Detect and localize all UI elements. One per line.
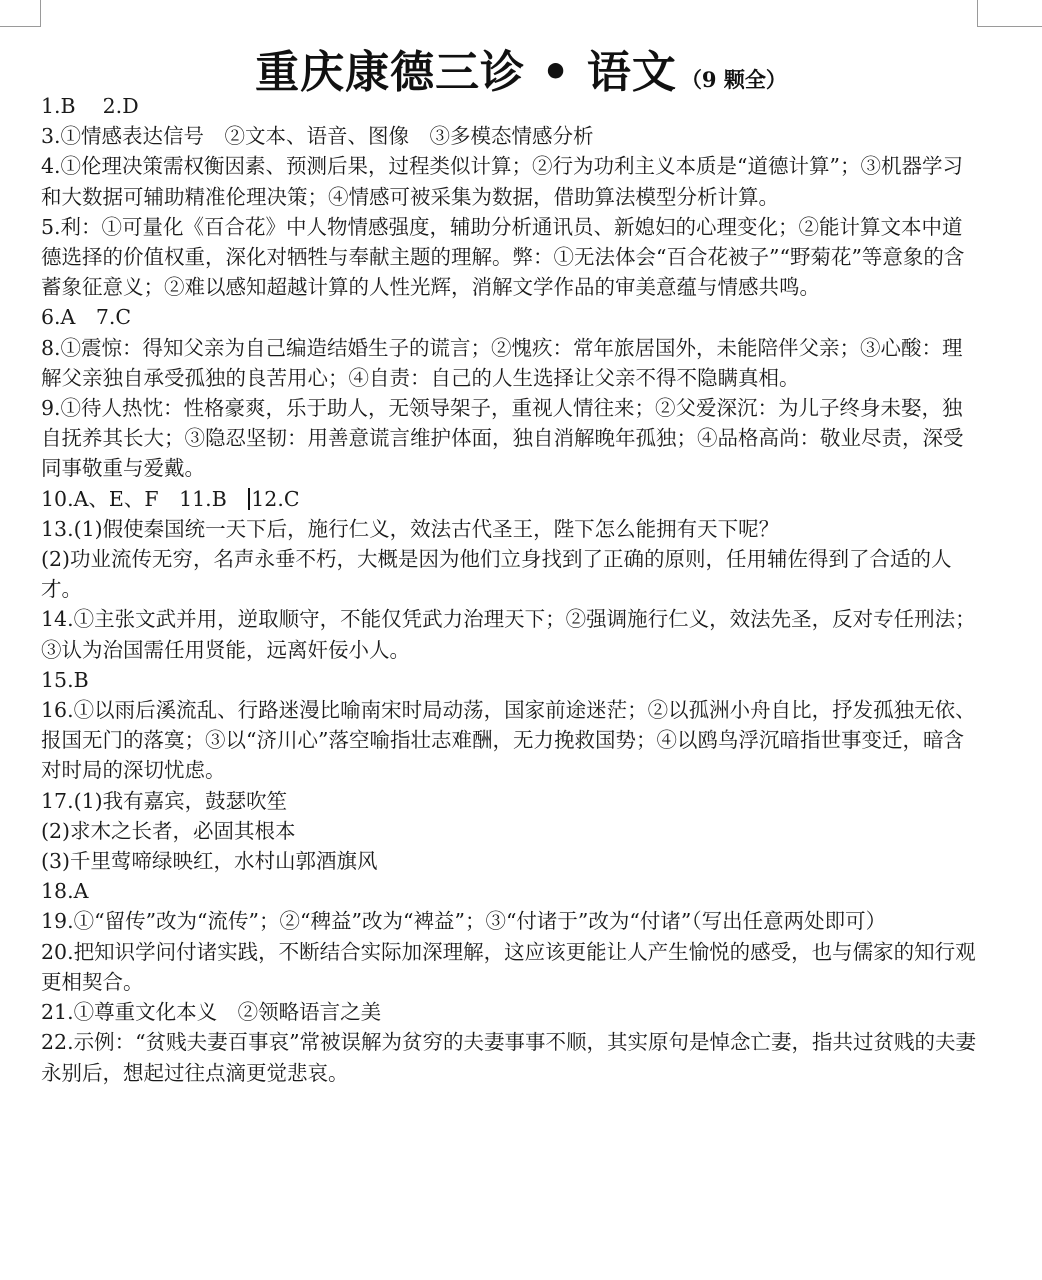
answer-line: 18.A bbox=[41, 879, 89, 904]
answer-line: 14.①主张文武并用，逆取顺守，不能仅凭武力治理天下；②强调施行仁义，效法先圣，反对专任刑法；③认为治国需任用贤能，远离奸佞小人。 bbox=[41, 607, 976, 662]
answer-content[interactable] bbox=[41, 91, 981, 1088]
answer-line: 17.(1)我有嘉宾，鼓瑟吹笙 bbox=[41, 788, 288, 813]
text-cursor bbox=[248, 488, 250, 510]
answer-line: (2)功业流传无穷，名声永垂不朽，大概是因为他们立身找到了正确的原则，任用辅佐得到了合适的人才。 bbox=[41, 547, 952, 602]
answer-line: 22.示例：“贫贱夫妻百事哀”常被误解为贫穷的夫妻事事不顺，其实原句是悼念亡妻，指共过贫贱的夫妻永别后，想起过往点滴更觉悲哀。 bbox=[41, 1030, 977, 1085]
answer-line: (2)求木之长者，必固其根本 bbox=[41, 818, 296, 843]
answer-line: 9.①待人热忱：性格豪爽，乐于助人，无领导架子，重视人情往来；②父爱深沉：为儿子终身未娶，独自抚养其长大；③隐忍坚韧：用善意谎言维护体面，独自消解晚年孤独；④品格高尚：敬业尽责，深受同事敬重与爱戴。 bbox=[41, 396, 964, 481]
answer-line: 16.①以雨后溪流乱、行路迷漫比喻南宋时局动荡，国家前途迷茫；②以孤洲小舟自比，抒发孤独无依、报国无门的落寞；③以“济川心”落空喻指壮志难酬，无力挽救国势；④以鸥鸟浮沉暗指世事变迁，暗含对时局的深切忧虑。 bbox=[41, 698, 976, 783]
answer-line: 6.A 7.C bbox=[41, 305, 132, 330]
answer-line: 15.B bbox=[41, 667, 89, 692]
answer-line-10 bbox=[41, 484, 981, 514]
answer-line: 8.①震惊：得知父亲为自己编造结婚生子的谎言；②愧疚：常年旅居国外，未能陪伴父亲；③心酸：理解父亲独自承受孤独的良苦用心；④自责：自己的人生选择让父亲不得不隐瞒真相。 bbox=[41, 335, 963, 390]
page-corner-mark-right bbox=[977, 0, 1042, 27]
page-title: 重庆康德三诊 • 语文 bbox=[255, 47, 677, 98]
answer-line: 20.把知识学问付诸实践，不断结合实际加深理解，这应该更能让人产生愉悦的感受，也与儒家的知行观更相契合。 bbox=[41, 939, 976, 994]
answer-line-10-start: 10.A、E、F 11.B bbox=[41, 486, 248, 511]
answer-line-10-end: 12.C bbox=[251, 486, 300, 511]
answer-line: 3.①情感表达信号 ②文本、语音、图像 ③多模态情感分析 bbox=[41, 124, 594, 149]
answer-line: 1.B 2.D bbox=[41, 94, 139, 118]
page-corner-mark-left bbox=[0, 0, 41, 27]
answer-line: 5.利：①可量化《百合花》中人物情感强度，辅助分析通讯员、新媳妇的心理变化；②能计算文本中道德选择的价值权重，深化对牺牲与奉献主题的理解。弊：①无法体会“百合花被子”“野菊花”等意象的含蓄象征意义；②难以感知超越计算的人性光辉，消解文学作品的审美意蕴与情感共鸣。 bbox=[41, 214, 965, 300]
answer-line: (3)千里莺啼绿映红，水村山郭酒旗风 bbox=[41, 849, 378, 874]
answer-line: 19.①“留传”改为“流传”；②“稗益”改为“裨益”；③“付诸于”改为“付诸”（写出任意两处即可） bbox=[41, 909, 887, 934]
answer-line: 4.①伦理决策需权衡因素、预测后果，过程类似计算；②行为功利主义本质是“道德计算”；③机器学习和大数据可辅助精准伦理决策；④情感可被采集为数据，借助算法模型分析计算。 bbox=[41, 154, 964, 209]
answer-line: 21.①尊重文化本义 ②领略语言之美 bbox=[41, 1000, 382, 1025]
answer-line: 13.(1)假使秦国统一天下后，施行仁义，效法古代圣王，陛下怎么能拥有天下呢？ bbox=[41, 516, 780, 541]
page-subtitle: （9 颗全） bbox=[680, 67, 787, 92]
